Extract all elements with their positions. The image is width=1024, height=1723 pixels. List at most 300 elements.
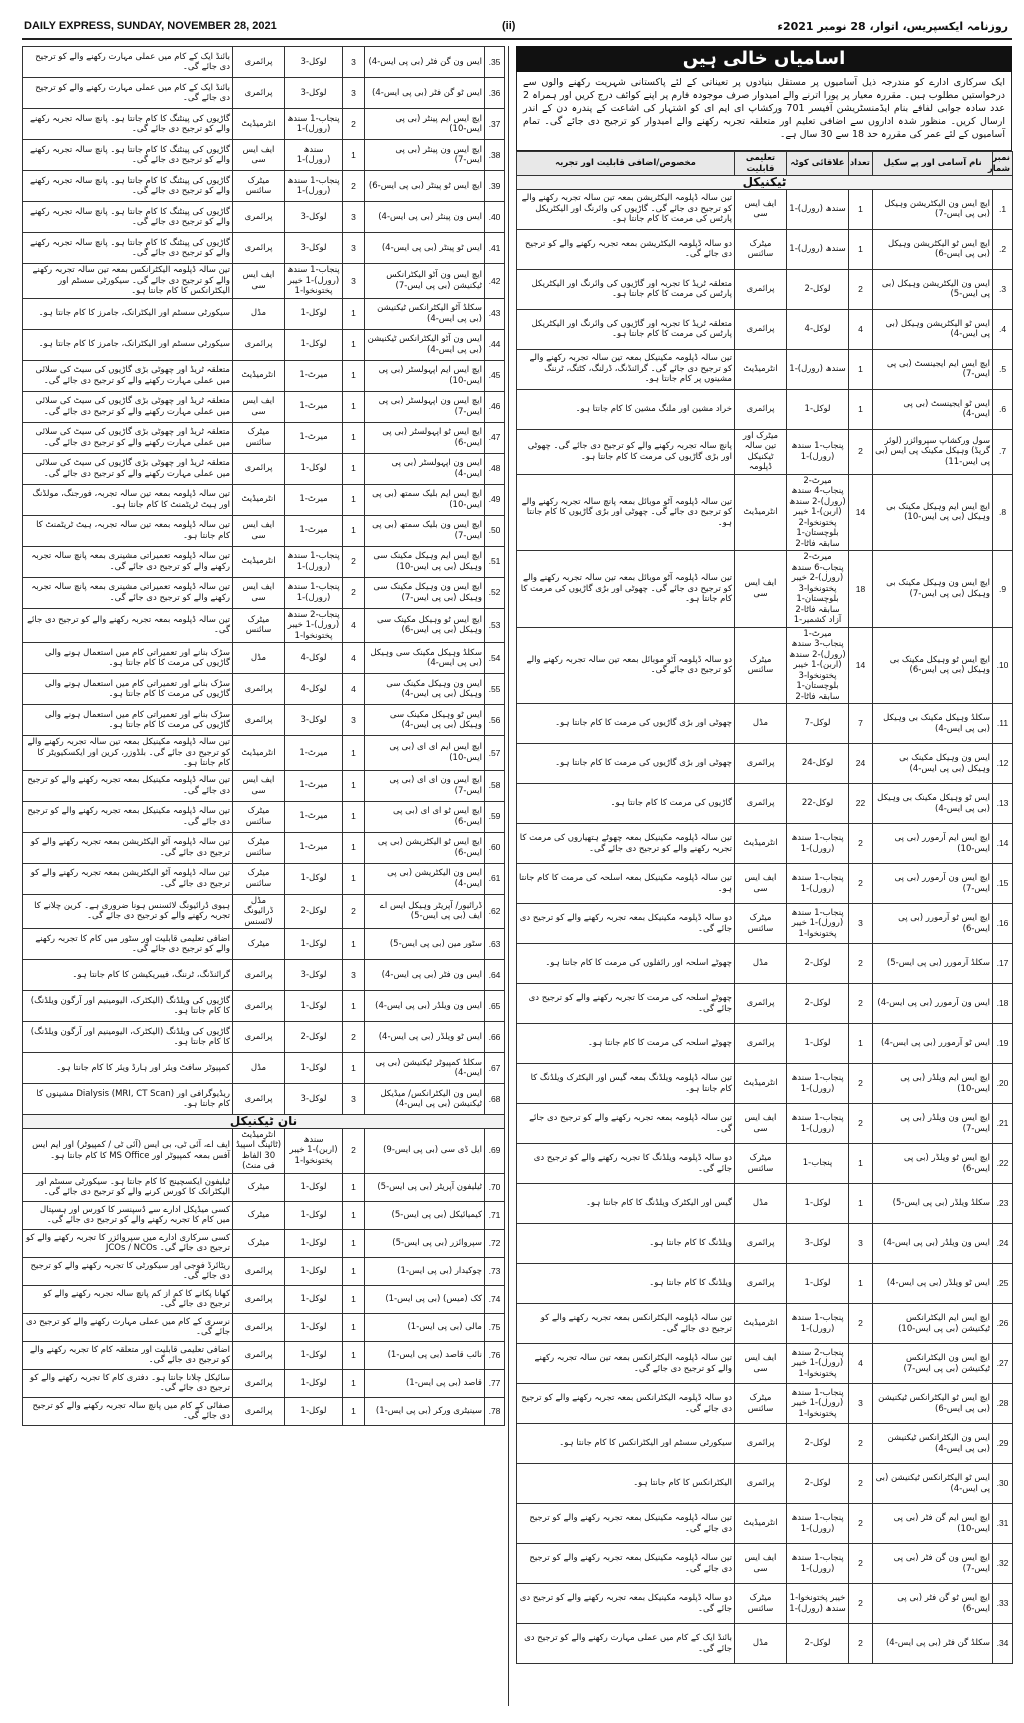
cell-desc: تین سالہ ڈپلومہ آٹو موبائل بمعہ پانچ سالہ تجربہ رکھنے والے کو ترجیح دی جائے گی۔ چھوٹی اور بڑی گاڑیوں کا کام جانتا ہو۔ [517, 474, 735, 551]
cell-num: 55. [485, 674, 505, 705]
cell-desc: متعلقہ ٹریڈ اور چھوٹی بڑی گاڑیوں کی سیٹ کی سلائی میں عملی مہارت رکھنے والے کو ترجیح دی جائے گی۔ [23, 453, 233, 484]
ad-title: اسامیاں خالی ہیں [516, 46, 1012, 72]
cell-post: ایس ٹو ایجینسٹ (بی پی ایس-4) [873, 389, 993, 429]
header-count: تعداد [849, 152, 873, 176]
cell-post: ایس ون آرمورر (بی پی ایس-4) [873, 984, 993, 1024]
cell-num: 57. [485, 736, 505, 771]
cell-edu: انٹرمیڈیٹ [233, 109, 285, 140]
cell-quota: پنجاب-1 سندھ (رورل)-1 [787, 1304, 849, 1344]
cell-post: ایس ون اپہولسٹر (بی پی ایس-4) [365, 453, 485, 484]
cell-cnt: 1 [343, 736, 365, 771]
cell-post: ایچ ایس ٹو ویلڈر (بی پی ایس-6) [873, 1144, 993, 1184]
cell-quota: لوکل-1 [285, 453, 343, 484]
cell-cnt: 22 [849, 784, 873, 824]
cell-cnt: 2 [849, 1064, 873, 1104]
cell-edu: پرائمری [233, 1084, 285, 1115]
cell-quota: میرٹ-1 [285, 422, 343, 453]
cell-edu: انٹرمیڈیٹ [233, 360, 285, 391]
cell-num: 8. [993, 474, 1013, 551]
cell-edu: انٹرمیڈیٹ [735, 1504, 787, 1544]
cell-num: 66. [485, 1022, 505, 1053]
cell-desc: تین سالہ ڈپلومہ آٹو الیکٹریشن بمعہ تجربہ رکھنے والے کو ترجیح دی جائے گی۔ [23, 863, 233, 894]
cell-quota: میرٹ-1 [285, 832, 343, 863]
cell-cnt: 1 [343, 1053, 365, 1084]
cell-num: 12. [993, 744, 1013, 784]
cell-quota: لوکل-1 [285, 1201, 343, 1229]
cell-post: ایچ ایس ٹو گن فٹر (بی پی ایس-6) [873, 1584, 993, 1624]
cell-post: ایچ ایس ایم وہیکل مکینک سی وہیکل (بی پی ایس-10) [365, 546, 485, 577]
cell-post: ایچ ایس ایم گن فٹر (بی پی ایس-10) [873, 1504, 993, 1544]
cell-cnt: 1 [343, 391, 365, 422]
cell-cnt: 1 [343, 453, 365, 484]
cell-desc: تین سالہ ڈپلومہ مکینیکل بمعہ تین سالہ تجربہ رکھنے والے کو ترجیح دی جائے گی۔ گرائنڈنگ، ڈرلنگ، کٹنگ، ٹرننگ مشینوں پر کام جانتا ہو۔ [517, 349, 735, 389]
cell-desc: ویلڈنگ کا کام جانتا ہو۔ [517, 1224, 735, 1264]
table-row [517, 1104, 1013, 1144]
cell-quota: لوکل-1 [787, 1184, 849, 1224]
cell-quota: لوکل-2 [787, 944, 849, 984]
cell-post: ایس ون الیکٹرانکس/ میڈیکل ٹیکنیشن (بی پی ایس-4) [365, 1084, 485, 1115]
cell-cnt: 1 [343, 1285, 365, 1313]
cell-edu: پرائمری [735, 1424, 787, 1464]
cell-cnt: 1 [343, 1369, 365, 1397]
cell-cnt: 1 [343, 422, 365, 453]
cell-edu: پرائمری [735, 1264, 787, 1304]
cell-post: ایچ ایس ون الیکٹرانکس ٹیکنیشن (بی پی ایس-7) [873, 1344, 993, 1384]
cell-edu: پرائمری [233, 1341, 285, 1369]
cell-edu: پرائمری [233, 233, 285, 264]
cell-quota: لوکل-1 [285, 1053, 343, 1084]
table-row [23, 515, 505, 546]
table-row [23, 736, 505, 771]
cell-desc: متعلقہ ٹریڈ اور چھوٹی بڑی گاڑیوں کی سیٹ کی سلائی میں عملی مہارت رکھنے والے کو ترجیح دی جائے گی۔ [23, 422, 233, 453]
cell-num: 33. [993, 1584, 1013, 1624]
cell-quota: لوکل-2 [787, 1464, 849, 1504]
cell-num: 58. [485, 770, 505, 801]
cell-quota: لوکل-1 [285, 929, 343, 960]
cell-num: 30. [993, 1464, 1013, 1504]
table-row [23, 608, 505, 643]
table-row [23, 894, 505, 929]
cell-post: ایچ ایس ایم الیکٹرانکس ٹیکنیشن (بی پی ایس-10) [873, 1304, 993, 1344]
cell-cnt: 2 [849, 269, 873, 309]
cell-desc: پانچ سالہ تجربہ رکھنے والے کو ترجیح دی جائے گی۔ چھوٹی اور بڑی گاڑیوں کی مرمت کا کام جانتا ہو۔ [517, 429, 735, 474]
cell-edu: پرائمری [735, 389, 787, 429]
cell-quota: لوکل-4 [787, 309, 849, 349]
cell-num: 7. [993, 429, 1013, 474]
cell-post: ایچ ایس ٹو اپہولسٹر (بی پی ایس-6) [365, 422, 485, 453]
table-row [517, 904, 1013, 944]
cell-num: 63. [485, 929, 505, 960]
cell-post: ایس ون الیکٹریشن وہیکل (بی پی ایس-5) [873, 269, 993, 309]
cell-edu: انٹرمیڈیٹ [735, 1304, 787, 1344]
cell-quota: لوکل-2 [285, 894, 343, 929]
cell-edu: ایف ایس سی [735, 1344, 787, 1384]
cell-quota: لوکل-1 [787, 1024, 849, 1064]
table-row [517, 824, 1013, 864]
table-row [23, 960, 505, 991]
cell-desc: اضافی تعلیمی قابلیت اور سٹور میں کام کا تجربہ رکھنے والے کو ترجیح دی جائے گی۔ [23, 929, 233, 960]
cell-desc: تین سالہ ڈپلومہ مکینیکل بمعہ اسلحہ کی مرمت کا کام جانتا ہو۔ [517, 864, 735, 904]
cell-edu: پرائمری [735, 984, 787, 1024]
table-row [23, 1369, 505, 1397]
table-row [23, 929, 505, 960]
table-row [23, 770, 505, 801]
cell-quota: لوکل-3 [285, 233, 343, 264]
table-row [23, 109, 505, 140]
cell-post: ایس ون ویلڈر (بی پی ایس-4) [873, 1224, 993, 1264]
cell-cnt: 1 [343, 1173, 365, 1201]
cell-quota: لوکل-1 [285, 1257, 343, 1285]
cell-post: ایچ ایس ایم اپہولسٹر (بی پی ایس-10) [365, 360, 485, 391]
cell-edu: ایف ایس سی [233, 140, 285, 171]
cell-quota: میرٹ-2 پنجاب-6 سندھ (رورل)-2 خیبر پختونخوا-3 بلوچستان-1 سابقہ فاٹا-2 آزاد کشمیر-1 [787, 551, 849, 628]
cell-cnt: 2 [849, 1304, 873, 1344]
cell-desc: سیکورٹی سسٹم اور الیکٹرانک، جامرز کا کام جانتا ہو۔ [23, 329, 233, 360]
cell-desc: چھوٹے اسلحہ اور رائفلوں کی مرمت کا کام جانتا ہو۔ [517, 944, 735, 984]
cell-cnt: 3 [343, 47, 365, 78]
cell-desc: متعلقہ ٹریڈ اور چھوٹی بڑی گاڑیوں کی سیٹ کی سلائی میں عملی مہارت رکھنے والے کو ترجیح دی جائے گی۔ [23, 360, 233, 391]
cell-post: ایس ون فٹر (بی پی ایس-4) [365, 960, 485, 991]
cell-desc: گاڑیوں کی پینٹنگ کا کام جانتا ہو۔ پانچ سالہ تجربہ رکھنے والے کو ترجیح دی جائے گی۔ [23, 140, 233, 171]
cell-post: ایچ ایس ون آرمورر (بی پی ایس-7) [873, 864, 993, 904]
cell-edu: میٹرک [233, 1201, 285, 1229]
cell-quota: پنجاب-1 سندھ (رورل)-1 [787, 429, 849, 474]
cell-num: 62. [485, 894, 505, 929]
cell-cnt: 14 [849, 627, 873, 704]
table-row [23, 546, 505, 577]
cell-cnt: 2 [849, 984, 873, 1024]
cell-edu: مڈل [735, 704, 787, 744]
cell-quota: میرٹ-1 [285, 801, 343, 832]
cell-post: قاصد (بی پی ایس-1) [365, 1369, 485, 1397]
cell-num: 49. [485, 484, 505, 515]
cell-post: ایچ ایس ایم ایجینسٹ (بی پی ایس-7) [873, 349, 993, 389]
header-num: نمبر شمار [993, 152, 1013, 176]
cell-cnt: 14 [849, 474, 873, 551]
cell-quota: لوکل-1 [787, 389, 849, 429]
cell-desc: متعلقہ ٹریڈ کا تجربہ اور گاڑیوں کی وائرنگ اور الیکٹریکل پارٹس کی مرمت کا کام جانتا ہو۔ [517, 269, 735, 309]
cell-cnt: 1 [343, 484, 365, 515]
cell-post: ایس ٹو آرمورر (بی پی ایس-4) [873, 1024, 993, 1064]
cell-num: 61. [485, 863, 505, 894]
cell-edu: میٹرک [233, 1173, 285, 1201]
cell-num: 39. [485, 171, 505, 202]
cell-quota: میرٹ-1 [285, 770, 343, 801]
cell-quota: سندھ (اربن)-1 خیبر پختونخوا-1 [285, 1128, 343, 1173]
cell-desc: خراد مشین اور ملنگ مشین کا کام جانتا ہو۔ [517, 389, 735, 429]
table-header-row [517, 152, 1013, 176]
table-row [23, 264, 505, 299]
cell-cnt: 2 [343, 171, 365, 202]
cell-num: 9. [993, 551, 1013, 628]
cell-desc: تین سالہ ڈپلومہ الیکٹرانکس بمعہ تین سالہ تجربہ رکھنے والے کو ترجیح دی جائے گی۔ [517, 1344, 735, 1384]
table-row [23, 1022, 505, 1053]
table-row [517, 1144, 1013, 1184]
cell-cnt: 3 [343, 233, 365, 264]
cell-post: ایچ ایس ایم وہیکل مکینک بی وہیکل (بی پی ایس-10) [873, 474, 993, 551]
cell-quota: میرٹ-1 پنجاب-3 سندھ (رورل)-2 سندھ (اربن)-1 خیبر پختونخوا-3 بلوچستان-1 سابقہ فاٹا-2 [787, 627, 849, 704]
cell-cnt: 2 [343, 1128, 365, 1173]
page-number: (ii) [502, 20, 516, 32]
cell-cnt: 1 [849, 1264, 873, 1304]
cell-edu: انٹرمیڈیٹ [233, 736, 285, 771]
cell-cnt: 1 [343, 1229, 365, 1257]
cell-edu: پرائمری [735, 744, 787, 784]
table-row [517, 1024, 1013, 1064]
cell-edu: مڈل ڈرائیونگ لائسنس [233, 894, 285, 929]
cell-num: 52. [485, 577, 505, 608]
cell-quota: پنجاب-1 سندھ (رورل)-1 خیبر پختونخوا-1 [787, 1384, 849, 1424]
cell-cnt: 1 [849, 389, 873, 429]
cell-desc: ایف اے، آئی ٹی، بی ایس (آئی ٹی / کمپیوٹر) اور ایم ایس آفس بمعہ کمپیوٹر اور MS Office کا کام جانتا ہو۔ [23, 1128, 233, 1173]
cell-edu: پرائمری [233, 991, 285, 1022]
cell-desc: کمپیوٹر سافٹ ویئر اور ہارڈ ویئر کا کام جانتا ہو۔ [23, 1053, 233, 1084]
cell-desc: تین سالہ ڈپلومہ مکینیکل بمعہ تین سالہ تجربہ رکھنے والے کو ترجیح دی جائے گی۔ بلڈوزر، کرین اور ایکسکیویٹر کا کام جانتا ہو۔ [23, 736, 233, 771]
cell-quota: پنجاب-1 سندھ (رورل)-1 [787, 1504, 849, 1544]
cell-desc: دو سالہ ڈپلومہ الیکٹرانکس بمعہ تجربہ رکھنے والے کو ترجیح دی جائے گی۔ [517, 1384, 735, 1424]
cell-quota: سندھ (رورل)-1 [787, 349, 849, 389]
cell-edu: پرائمری [233, 1022, 285, 1053]
cell-num: 78. [485, 1397, 505, 1425]
cell-desc: تین سالہ ڈپلومہ مکینیکل بمعہ تجربہ رکھنے والے کو ترجیح دی جائے گی۔ [23, 770, 233, 801]
cell-edu: میٹرک سائنس [233, 832, 285, 863]
table-row [517, 1224, 1013, 1264]
cell-quota: میرٹ-2 پنجاب-4 سندھ (رورل)-2 سندھ (اربن)-1 خیبر پختونخوا-2 بلوچستان-1 سابقہ فاٹا-2 [787, 474, 849, 551]
cell-post: ایس ٹو الیکٹرانکس ٹیکنیشن (بی پی ایس-4) [873, 1464, 993, 1504]
cell-desc: تین سالہ ڈپلومہ مکینیکل بمعہ تجربہ رکھنے والے کو ترجیح دی جائے گی۔ [517, 1504, 735, 1544]
cell-desc: چھوٹے اسلحہ کی مرمت کا کام جانتا ہو۔ [517, 1024, 735, 1064]
cell-post: ایچ ایس ون وہیکل مکینک سی وہیکل (بی پی ایس-7) [365, 577, 485, 608]
cell-cnt: 1 [343, 140, 365, 171]
cell-quota: لوکل-4 [285, 674, 343, 705]
cell-cnt: 1 [343, 770, 365, 801]
cell-num: 59. [485, 801, 505, 832]
cell-num: 64. [485, 960, 505, 991]
cell-edu: مڈل [735, 944, 787, 984]
table-row [517, 1504, 1013, 1544]
table-row [517, 704, 1013, 744]
cell-edu: انٹرمیڈیٹ [233, 546, 285, 577]
cell-cnt: 2 [849, 1104, 873, 1144]
cell-edu: میٹرک سائنس [735, 627, 787, 704]
table-row [517, 1384, 1013, 1424]
table-row [23, 991, 505, 1022]
cell-desc: تین سالہ ڈپلومہ بمعہ تجربہ رکھنے والے کو ترجیح دی جائے گی۔ [517, 1104, 735, 1144]
cell-quota: سندھ (رورل)-1 [285, 140, 343, 171]
cell-cnt: 2 [343, 577, 365, 608]
cell-desc: تین سالہ ڈپلومہ بمعہ تجربہ رکھنے والے کو ترجیح دی جائے گی۔ [23, 608, 233, 643]
cell-edu: مڈل [735, 1184, 787, 1224]
cell-post: کیمیائیکل (بی پی ایس-5) [365, 1201, 485, 1229]
table-row [23, 484, 505, 515]
cell-num: 25. [993, 1264, 1013, 1304]
cell-edu: میٹرک سائنس [233, 422, 285, 453]
cell-desc: بائنڈ ایک کے کام میں عملی مہارت رکھنے والے کو ترجیح دی جائے گی۔ [23, 78, 233, 109]
cell-edu: میٹرک سائنس [735, 904, 787, 944]
cell-num: 5. [993, 349, 1013, 389]
cell-num: 46. [485, 391, 505, 422]
table-row [517, 627, 1013, 704]
table-row [23, 705, 505, 736]
cell-cnt: 3 [343, 202, 365, 233]
cell-edu: میٹرک [233, 1229, 285, 1257]
table-row [23, 78, 505, 109]
table-row [517, 1584, 1013, 1624]
cell-post: سکلڈ کمپیوٹر ٹیکنیشن (بی پی ایس-4) [365, 1053, 485, 1084]
table-row [517, 744, 1013, 784]
cell-post: ایچ ایس ٹو الیکٹریشن وہیکل (بی پی ایس-6) [873, 229, 993, 269]
cell-cnt: 3 [849, 904, 873, 944]
cell-quota: میرٹ-1 [285, 736, 343, 771]
cell-post: ایس ٹو الیکٹریشن وہیکل (بی پی ایس-4) [873, 309, 993, 349]
cell-desc: سڑک بنانے اور تعمیراتی کام میں استعمال ہونے والی گاڑیوں کی مرمت کا کام جانتا ہو۔ [23, 674, 233, 705]
cell-num: 2. [993, 229, 1013, 269]
cell-desc: گاڑیوں کی ویلڈنگ (الیکٹرک، الیومینیم اور آرگون ویلڈنگ) کا کام جانتا ہو۔ [23, 991, 233, 1022]
cell-num: 51. [485, 546, 505, 577]
cell-edu: پرائمری [233, 1257, 285, 1285]
cell-cnt: 1 [849, 1144, 873, 1184]
cell-post: ایچ ایس ٹو ای ای (بی پی ایس-6) [365, 801, 485, 832]
cell-desc: تین سالہ ڈپلومہ مکینیکل بمعہ تجربہ رکھنے والے کو ترجیح دی جائے گی۔ [23, 801, 233, 832]
cell-cnt: 2 [849, 824, 873, 864]
cell-post: سکلڈ ویلڈر (بی پی ایس-5) [873, 1184, 993, 1224]
table-row [517, 1424, 1013, 1464]
cell-cnt: 1 [849, 229, 873, 269]
cell-post: ایچ ایس ایم پینٹر (بی پی ایس-10) [365, 109, 485, 140]
cell-post: ایس ون ویلڈر (بی پی ایس-4) [365, 991, 485, 1022]
cell-desc: متعلقہ ٹریڈ کا تجربہ اور گاڑیوں کی وائرنگ اور الیکٹریکل پارٹس کی مرمت کا کام جانتا ہو۔ [517, 309, 735, 349]
cell-post: ایچ ایس ایم بلیک سمتھ (بی پی ایس-10) [365, 484, 485, 515]
cell-edu: انٹرمیڈیٹ [735, 349, 787, 389]
cell-num: 69. [485, 1128, 505, 1173]
cell-cnt: 2 [849, 1544, 873, 1584]
cell-num: 73. [485, 1257, 505, 1285]
cell-cnt: 1 [343, 1397, 365, 1425]
cell-num: 65. [485, 991, 505, 1022]
cell-post: ایچ ایس ون ای ای (بی پی ایس-7) [365, 770, 485, 801]
cell-num: 35. [485, 47, 505, 78]
newspaper-page [22, 18, 1012, 1708]
cell-edu: میٹرک سائنس [735, 1384, 787, 1424]
cell-num: 70. [485, 1173, 505, 1201]
cell-desc: چھوٹی اور بڑی گاڑیوں کی مرمت کا کام جانتا ہو۔ [517, 704, 735, 744]
cell-desc: تین سالہ ڈپلومہ مکینیکل بمعہ تجربہ رکھنے والے کو ترجیح دی جائے گی۔ [517, 1544, 735, 1584]
cell-num: 56. [485, 705, 505, 736]
cell-desc: بائنڈ ایک کے کام میں عملی مہارت رکھنے والے کو ترجیح دی جائے گی۔ [23, 47, 233, 78]
cell-cnt: 3 [343, 960, 365, 991]
cell-cnt: 4 [343, 608, 365, 643]
cell-edu: ایف ایس سی [735, 1544, 787, 1584]
table-row [517, 349, 1013, 389]
cell-quota: لوکل-1 [285, 1229, 343, 1257]
table-row [23, 140, 505, 171]
ad-intro: ایک سرکاری ادارے کو مندرجہ ذیل آسامیوں پر مستقل بنیادوں پر تعیناتی کے لئے پاکستانی شہریت رکھنے والوں سے درخواستیں مطلوب ہیں۔ مقررہ معیار پر پورا اترنے والے امیدوار صرف موجودہ فارم پر اپنے کوائف درج کریں اور ہمراہ 2 عدد سادہ جوابی لفافے بنام ایڈمنسٹریشن آفیسر 701 ورکشاپ ای ایم ای کو اشتہار کی اشاعت کے پندرہ دن کے اندر ارسال کریں۔ منظور شدہ اداروں سے اضافی تعلیم اور متعلقہ تجربہ رکھنے والے امیدوار کو ترجیح دی جائے گی۔ تمام آسامیوں کے لئے عمر کی مقررہ حد 18 سے 30 سال ہے۔ [516, 72, 1012, 151]
table-row [517, 1544, 1013, 1584]
table-row [517, 309, 1013, 349]
cell-edu: میٹرک سائنس [233, 863, 285, 894]
table-row [23, 1397, 505, 1425]
cell-num: 53. [485, 608, 505, 643]
cell-num: 54. [485, 643, 505, 674]
table-row [23, 1285, 505, 1313]
table-row [517, 1064, 1013, 1104]
cell-num: 1. [993, 189, 1013, 229]
cell-desc: تین سالہ ڈپلومہ تعمیراتی مشینری بمعہ پانچ سالہ تجربہ رکھنے والے کو ترجیح دی جائے گی۔ [23, 546, 233, 577]
cell-edu: پرائمری [233, 1397, 285, 1425]
cell-quota: پنجاب-1 [787, 1144, 849, 1184]
cell-post: ایچ ایس ایم ویلڈر (بی پی ایس-10) [873, 1064, 993, 1104]
cell-post: سینیٹری ورکر (بی پی ایس-1) [365, 1397, 485, 1425]
cell-edu: پرائمری [735, 784, 787, 824]
cell-edu: ایف ایس سی [735, 189, 787, 229]
cell-post: ایچ ایس ون پینٹر (بی پی ایس-7) [365, 140, 485, 171]
cell-desc: تین سالہ ڈپلومہ مکینیکل بمعہ چھوٹے ہتھیاروں کی مرمت کا تجربہ رکھنے والے کو ترجیح دی جائے گی۔ [517, 824, 735, 864]
cell-post: ایس ون الیکٹریشن (بی پی ایس-4) [365, 863, 485, 894]
section-title-technical: ٹیکنیکل [517, 176, 1013, 190]
cell-quota: پنجاب-1 سندھ (رورل)-1 خیبر پختونخوا-1 [285, 264, 343, 299]
cell-quota: لوکل-3 [285, 960, 343, 991]
cell-quota: لوکل-2 [787, 1624, 849, 1664]
cell-desc: الیکٹرانکس کا کام جانتا ہو۔ [517, 1464, 735, 1504]
cell-num: 15. [993, 864, 1013, 904]
cell-quota: پنجاب-2 سندھ (رورل)-1 خیبر پختونخوا-1 [787, 1344, 849, 1384]
masthead-left: DAILY EXPRESS, SUNDAY, NOVEMBER 28, 2021 [24, 20, 277, 32]
cell-edu: پرائمری [233, 453, 285, 484]
cell-num: 6. [993, 389, 1013, 429]
cell-edu: مڈل [233, 1053, 285, 1084]
table-row [23, 422, 505, 453]
cell-num: 76. [485, 1341, 505, 1369]
cell-edu: ایف ایس سی [233, 577, 285, 608]
cell-post: سکلڈ آرمورر (بی پی ایس-5) [873, 944, 993, 984]
cell-post: سکلڈ وہیکل مکینک بی وہیکل (بی پی ایس-4) [873, 704, 993, 744]
cell-quota: میرٹ-1 [285, 484, 343, 515]
cell-quota: پنجاب-1 سندھ (رورل)-1 خیبر پختونخوا-1 [787, 904, 849, 944]
cell-post: سٹور مین (بی پی ایس-5) [365, 929, 485, 960]
cell-quota: لوکل-3 [285, 47, 343, 78]
cell-post: ایچ ایس ون بلیک سمتھ (بی پی ایس-7) [365, 515, 485, 546]
cell-post: ایچ ایس ون گن فٹر (بی پی ایس-7) [873, 1544, 993, 1584]
cell-edu: میٹرک سائنس [735, 1584, 787, 1624]
cell-desc: تین سالہ ڈپلومہ آٹو الیکٹریشن بمعہ تجربہ رکھنے والے کو ترجیح دی جائے گی۔ [23, 832, 233, 863]
cell-num: 60. [485, 832, 505, 863]
table-row [517, 1624, 1013, 1664]
cell-quota: سندھ (رورل)-1 [787, 189, 849, 229]
cell-cnt: 1 [343, 1201, 365, 1229]
cell-cnt: 2 [849, 1584, 873, 1624]
cell-edu: پرائمری [735, 1224, 787, 1264]
cell-edu: پرائمری [233, 329, 285, 360]
cell-desc: متعلقہ ٹریڈ اور چھوٹی بڑی گاڑیوں کی سیٹ کی سلائی میں عملی مہارت رکھنے والے کو ترجیح دی جائے گی۔ [23, 391, 233, 422]
cell-quota: لوکل-2 [787, 269, 849, 309]
cell-num: 48. [485, 453, 505, 484]
cell-desc: گیس اور الیکٹرک ویلڈنگ کا کام جانتا ہو۔ [517, 1184, 735, 1224]
cell-num: 41. [485, 233, 505, 264]
cell-num: 24. [993, 1224, 1013, 1264]
cell-post: ایچ ایس ون اپہولسٹر (بی پی ایس-7) [365, 391, 485, 422]
cell-cnt: 2 [343, 1022, 365, 1053]
cell-desc: صفائی کے کام میں پانچ سالہ تجربہ رکھنے والے کو ترجیح دی جائے گی۔ [23, 1397, 233, 1425]
cell-num: 77. [485, 1369, 505, 1397]
cell-edu: میٹرک [233, 929, 285, 960]
cell-num: 47. [485, 422, 505, 453]
cell-cnt: 3 [343, 78, 365, 109]
cell-quota: خیبر پختونخوا-1 سندھ (رورل)-1 [787, 1584, 849, 1624]
cell-post: ایس ٹو وہیکل مکینک سی وہیکل (بی پی ایس-4) [365, 705, 485, 736]
table-row [23, 1229, 505, 1257]
cell-cnt: 4 [849, 1344, 873, 1384]
cell-quota: لوکل-3 [285, 1084, 343, 1115]
